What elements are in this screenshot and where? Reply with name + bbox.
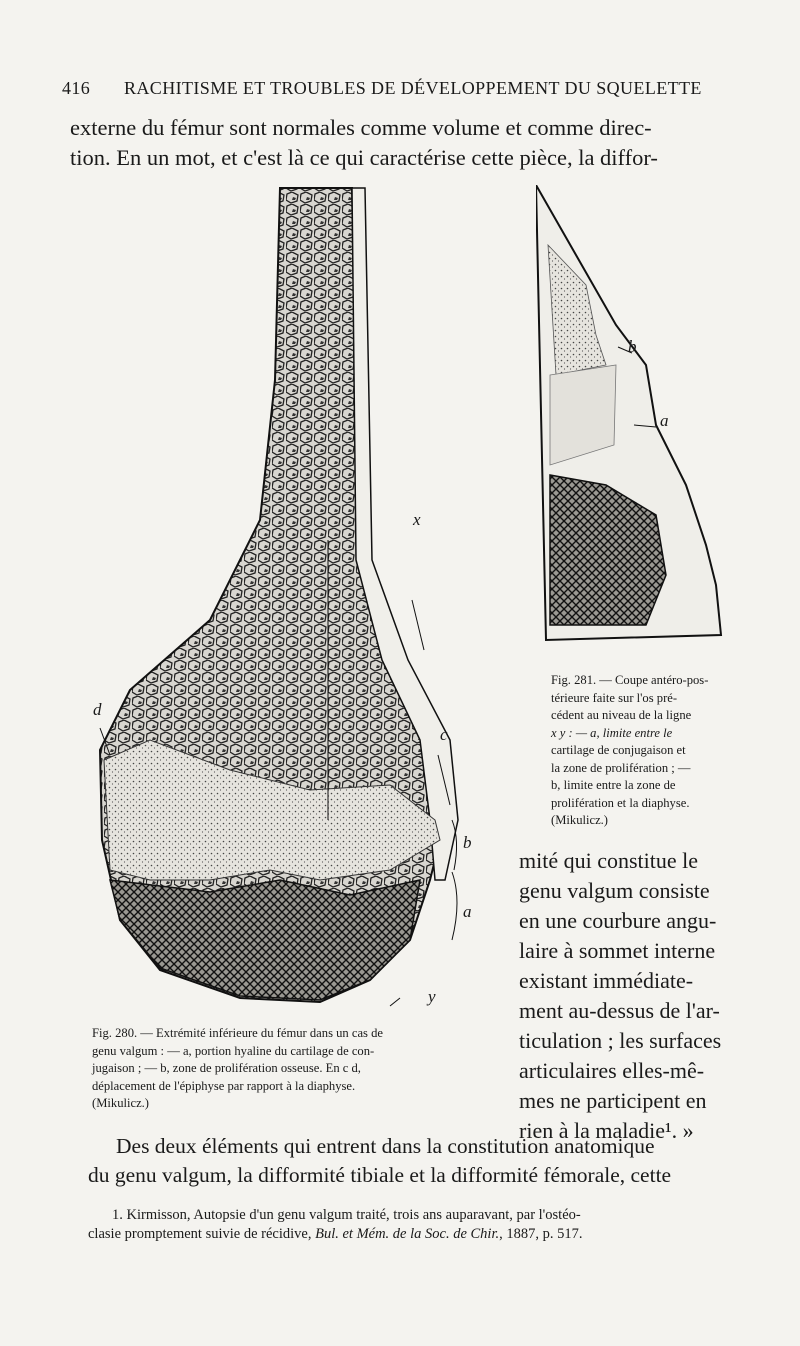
caption-line: Fig. 281. — Coupe antéro-pos- bbox=[551, 673, 709, 687]
running-head bbox=[62, 78, 712, 108]
footnote-journal: Bul. et Mém. de la Soc. de Chir. bbox=[315, 1226, 500, 1242]
label-d: d bbox=[93, 700, 102, 719]
column-line: ticulation ; les surfaces bbox=[519, 1028, 722, 1053]
column-line: ment au-dessus de l'ar- bbox=[519, 998, 720, 1023]
label-b: b bbox=[463, 833, 472, 852]
caption-line: prolifération et la diaphyse. bbox=[551, 795, 690, 810]
column-line: mes ne participent en bbox=[519, 1088, 707, 1113]
column-line: existant immédiate- bbox=[519, 968, 694, 993]
caption-line: la zone de prolifération ; — bbox=[551, 760, 691, 775]
caption-line: Fig. 280. — Extrémité inférieure du fémur dans un cas de bbox=[92, 1026, 383, 1040]
caption-line: jugaison ; — b, zone de prolifération osseuse. En c d, bbox=[92, 1061, 361, 1075]
column-line: rien à la maladie¹. » bbox=[519, 1118, 694, 1143]
femur-figure-280 bbox=[90, 180, 510, 1020]
page-number: 416 bbox=[62, 78, 91, 98]
paragraph-line: externe du fémur sont normales comme volume et comme direc- bbox=[70, 115, 652, 140]
figure-280-caption bbox=[92, 1025, 492, 1113]
caption-line: térieure faite sur l'os pré- bbox=[551, 690, 678, 705]
caption-line: x y : — a, limite entre le bbox=[551, 725, 673, 740]
column-line: mité qui constitue le bbox=[519, 848, 699, 873]
caption-line: (Mikulicz.) bbox=[551, 813, 609, 827]
caption-line: genu valgum : — a, portion hyaline du cartilage de con- bbox=[92, 1043, 375, 1058]
figure-281-caption bbox=[551, 672, 736, 830]
paragraph-line: Des deux éléments qui entrent dans la constitution anatomique bbox=[116, 1134, 655, 1158]
column-line: genu valgum consiste bbox=[519, 878, 710, 903]
caption-line: b, limite entre la zone de bbox=[551, 778, 676, 792]
column-line: laire à sommet interne bbox=[519, 938, 716, 963]
label-y: y bbox=[428, 987, 436, 1006]
label-a-281: a bbox=[660, 411, 669, 430]
label-c: c bbox=[440, 725, 448, 744]
footnote-line: 1. Kirmisson, Autopsie d'un genu valgum traité, trois ans auparavant, par l'ostéo- bbox=[112, 1207, 581, 1223]
column-line: en une courbure angu- bbox=[519, 908, 717, 933]
label-x: x bbox=[413, 510, 421, 529]
column-line: articulaires elles-mê- bbox=[519, 1058, 705, 1083]
caption-line: (Mikulicz.) bbox=[92, 1096, 150, 1110]
paragraph-line: tion. En un mot, et c'est là ce qui caractérise cette pièce, la diffor- bbox=[70, 145, 658, 170]
running-title: RACHITISME ET TROUBLES DE DÉVELOPPEMENT DU SQUELETTE bbox=[124, 78, 702, 98]
footnote-line bbox=[88, 1225, 583, 1244]
footnote-text: clasie promptement suivie de récidive, bbox=[88, 1226, 316, 1242]
paragraph-line: du genu valgum, la difformité tibiale et la difformité fémorale, cette bbox=[88, 1163, 672, 1187]
label-a: a bbox=[463, 902, 472, 921]
caption-line: cédent au niveau de la ligne bbox=[551, 708, 692, 722]
caption-line: cartilage de conjugaison et bbox=[551, 743, 686, 757]
caption-line: déplacement de l'épiphyse par rapport à la diaphyse. bbox=[92, 1078, 356, 1093]
cross-section-figure-281 bbox=[536, 185, 726, 655]
label-b-281: b bbox=[628, 337, 637, 356]
footnote-text-end: , 1887, p. 517. bbox=[499, 1226, 583, 1242]
